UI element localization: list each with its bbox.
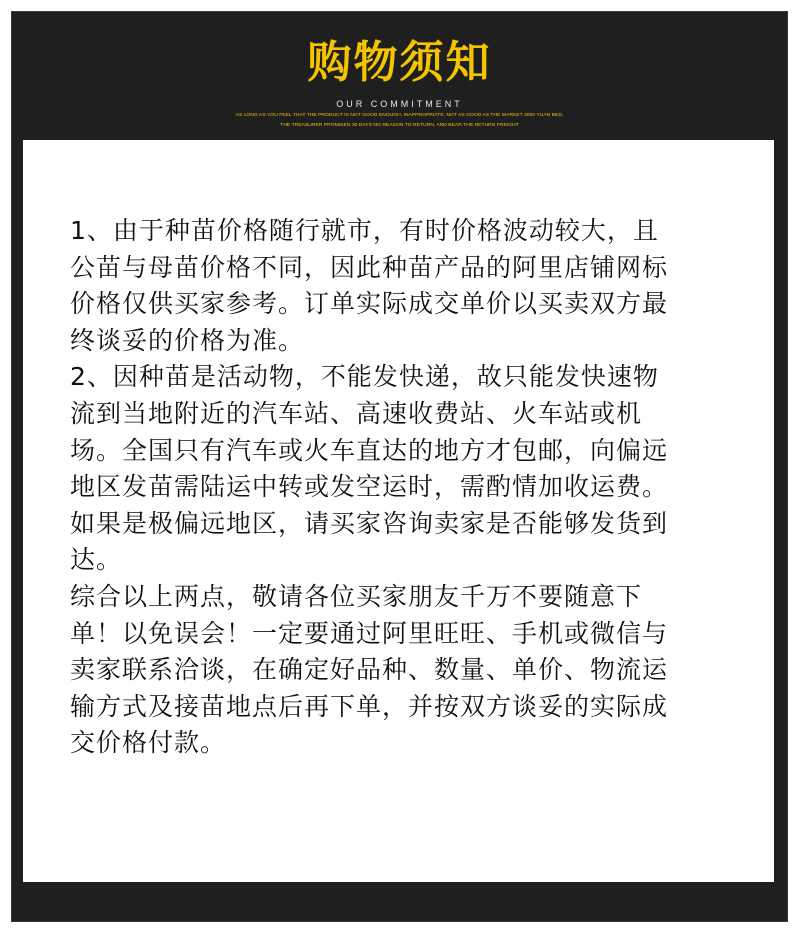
notice-line: 单！以免误会！一定要通过阿里旺旺、手机或微信与	[70, 618, 669, 648]
notice-line: 交价格付款。	[70, 728, 227, 758]
page-subtitle: OUR COMMITMENT	[336, 99, 463, 109]
notice-line: 公苗与母苗价格不同，因此种苗产品的阿里店铺网标	[70, 252, 669, 282]
notice-line: 如果是极偏远地区，请买家咨询卖家是否能够发货到	[70, 508, 669, 538]
notice-card	[23, 140, 774, 882]
notice-line: 终谈妥的价格为准。	[70, 325, 305, 355]
notice-line: 场。全国只有汽车或火车直达的地方才包邮，向偏远	[70, 435, 669, 465]
notice-line: 达。	[70, 545, 123, 575]
notice-line: 1、由于种苗价格随行就市，有时价格波动较大，且	[70, 216, 659, 245]
fine-print-line-1: AS LONG AS YOU FEEL THAT THE PRODUCT IS NOT GOOD ENOUGH, INAPPROPRIATE, NOT AS GOOD AS THE MARKET 3000 YUAN BED,	[235, 112, 564, 118]
notice-text	[70, 213, 760, 762]
notice-line: 价格仅供买家参考。订单实际成交单价以买卖双方最	[70, 289, 669, 319]
notice-line: 流到当地附近的汽车站、高速收费站、火车站或机	[70, 398, 643, 428]
page-title: 购物须知	[307, 37, 492, 88]
notice-line: 地区发苗需陆运中转或发空运时，需酌情加收运费。	[70, 472, 669, 502]
notice-line: 综合以上两点，敬请各位买家朋友千万不要随意下	[70, 581, 643, 611]
fine-print-line-2: THE TREASURER PROMISED 30 DAYS NO REASON TO RETURN, AND BEAR THE RETURN FREIGHT	[280, 122, 519, 128]
notice-line: 输方式及接苗地点后再下单，并按双方谈妥的实际成	[70, 691, 669, 721]
notice-frame	[11, 11, 788, 922]
header	[12, 12, 787, 140]
notice-line: 卖家联系洽谈，在确定好品种、数量、单价、物流运	[70, 655, 669, 685]
notice-line: 2、因种苗是活动物，不能发快递，故只能发快速物	[70, 362, 659, 392]
